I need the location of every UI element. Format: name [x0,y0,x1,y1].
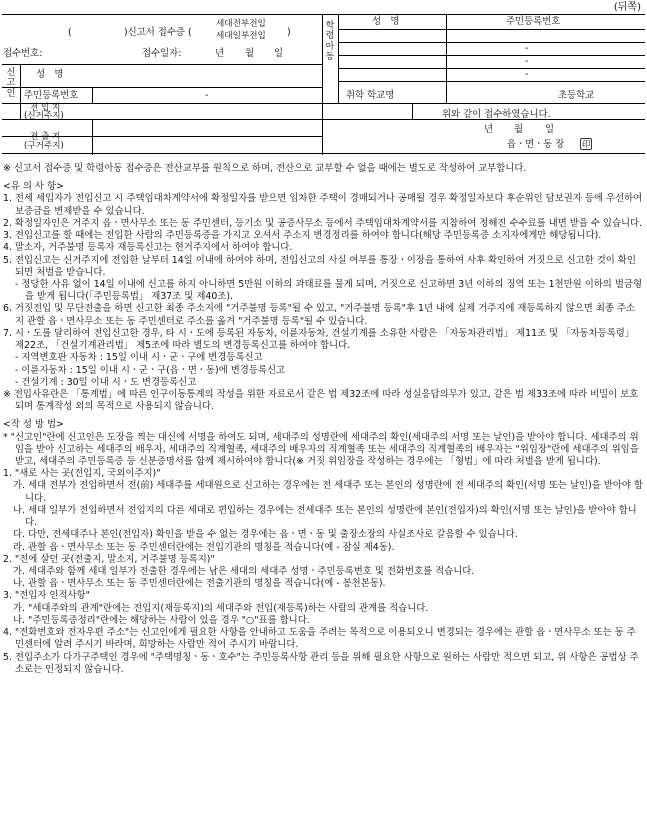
receipt-date-label: 접수일자: [142,48,182,59]
confirm-day: 일 [545,124,555,135]
movers-rrn-label: 주민등록번호 [506,16,561,27]
movers-name-label: 성 명 [372,16,400,27]
confirm-year: 년 [484,124,494,135]
receipt-close-paren: ) [287,27,291,38]
caution-item-5: 5. 전입신고는 신거주지에 전입한 날부터 14일 이내에 하여야 하며, 전입신고의 사실 여부를 통장ㆍ이장을 통하여 사후 확인하여 거짓으로 신고한 것이 확인되면 처벌을 받습니다. [3,254,636,278]
guide-section-5: 5. 전입주소가 다가구주택인 경우에 "주택명칭ㆍ동ㆍ호수"는 주민등록사항 관리 등을 위해 필요한 사항으로 원하는 사람만 적으면 되고, 위 사항은 공법상 주소로는 인정되지 않습니다. [3,651,639,675]
guide-section-1-d: 라. 관할 읍ㆍ면사무소 또는 동 주민센터란에는 전입기관의 명칭을 적습니다(예 - 잠실 제4동). [13,541,395,553]
caution-heading: <유 의 사 항> [3,181,64,193]
caution-item-7: 7. 시ㆍ도를 달리하여 전입신고한 경우, 타 시ㆍ도에 등록된 자동차, 이륜자동차, 건설기계를 소유한 사람은 「자동차관리법」 제11조 및 「자동차등록령」 제22조, 「건설기계관리법」 제5조에 따라 별도의 변경등록신고를 하여야 합니다. [3,327,635,352]
receipt-date-month: 월 [245,48,255,59]
caution-item-7-sub-3: - 건설기계 : 30일 이내 시ㆍ도 변경등록신고 [15,376,197,388]
confirm-signer: 읍ㆍ면ㆍ동 장 [507,139,565,150]
receipt-number-label: 접수번호: [3,48,43,59]
guide-section-1: 1. "새로 사는 곳(전입지, 국외이주지)" [3,468,161,480]
receipt-open-paren: ( [68,27,72,38]
guide-intro: * "신고인"란에 신고인은 도장을 찍는 대신에 서명을 하여도 되며, 세대주의 성명란에 세대주의 확인(세대주의 서명 또는 날인)을 받아야 합니다. 세대주의 위임을 받아 신고하는 세대주의 배우자, 세대주의 직계혈족, 세대주의 배우자의 직계혈족 또는 세대주의 직계혈족의 배우자는 "위임장"란에 세대주의 위임을 받고, 세대주의 주민등록증 등 신분증명서를 함께 제시하여야 합니다(※ 거짓 위임장을 작성하는 경우에는 「형법」에 따라 처벌을 받게 됩니다). [3,431,639,468]
receipt-form [2,14,645,154]
guide-section-2-a: 가. 세대주와 함께 세대 일부가 전출한 경우에는 남은 세대의 세대주 성명ㆍ주민등록번호 및 전화번호를 적습니다. [13,566,475,577]
guide-section-3-b: 나. "주민등록증정리"란에는 해당하는 사람이 있을 경우 "○"표를 합니다. [13,614,310,626]
confirm-text: 위와 같이 접수하였습니다. [442,109,551,120]
new-address-label: 전 입 지 [30,103,61,113]
new-address-sub: (신거주지) [24,111,64,121]
reporter-vertical-label: 신 고 인 [6,68,16,99]
guide-section-1-b: 나. 세대 일부가 전입하면서 전입지의 다른 세대로 편입하는 경우에는 전세대주 또는 본인의 성명란에 본인(전입자)의 확인(서명 또는 날인)을 받아야 합니다. [13,504,637,529]
notice-text: ※ 신고서 접수증 및 학령아동 접수증은 전산교부를 원칙으로 하며, 전산으로 교부할 수 없을 때에는 별도로 작성하여 교부합니다. [3,163,527,174]
school-label: 취학 학교명 [346,90,395,101]
caution-item-3: 3. 전입신고를 할 때에는 전입한 사람의 주민등록증을 가지고 오셔서 주소지 변경정리를 하여야 합니다(해당 주민등록증 소지자에게만 해당됩니다). [3,230,602,242]
receipt-type-option-all: 세대전부전입 [216,19,266,29]
receipt-date-year: 년 [215,48,225,59]
school-value: 초등학교 [558,90,595,101]
caution-item-1: 1. 전세 세입자가 전입신고 시 주택임대차계약서에 확정일자를 받으면 임차한 주택이 경매되거나 공매될 경우 확정일자보다 후순위인 담보권자 등에 우선하여 보증금을 변제받을 수 있습니다. [3,193,643,217]
receipt-type-option-part: 세대일부전입 [216,31,266,41]
guide-heading: <작 성 방 법> [3,419,64,431]
caution-item-4: 4. 말소자, 거주불명 등록자 재등록신고는 현거주지에서 하여야 합니다. [3,242,293,254]
guide-section-1-c: 다. 다만, 전세대주나 본인(전입자) 확인을 받을 수 없는 경우에는 읍ㆍ면ㆍ동 및 출장소장의 사실조사로 갈음할 수 있습니다. [13,529,518,541]
caution-item-6: 6. 거짓전입 및 무단전출을 하면 신고한 최종 주소지에 "거주불명 등록"될 수 있고, "거주불명 등록"후 1년 내에 실제 거주지에 재등록하지 않으면 최종 주소지 관할 읍ㆍ면사무소 또는 동 주민센터로 주소를 옮겨 "거주불명 등록"될 수 있습니다. [3,303,636,327]
receipt-type-suffix: )신고서 접수증 ( [124,27,192,38]
reporter-rrn-value: - [205,90,209,101]
reporter-name-label: 성 명 [36,69,64,80]
movers-rrn-value-3: - [525,69,529,80]
caution-item-7-sub-1: - 지역변호판 자동차 : 15일 이내 시ㆍ군ㆍ구에 변경등록신고 [15,352,263,364]
caution-item-5-sub: - 정당한 사유 없이 14일 이내에 신고를 하지 아니하면 5만원 이하의 과태료를 물게 되며, 거짓으로 신고하면 3년 이하의 징역 또는 1천만원 이하의 벌금형을 받게 됩니다(「주민등록법」 제37조 및 제40조). [15,278,643,303]
guide-section-3-a: 가. "세대주와의 관계"란에는 전입지(재등록지)의 세대주와 전입(재등록)하는 사람의 관계를 적습니다. [13,602,429,614]
page-marker: (뒤쪽) [613,2,641,13]
receipt-date-day: 일 [274,48,284,59]
official-seal: 印 [582,139,591,149]
caution-item-7-sub-2: - 이륜자동차 : 15일 이내 시ㆍ군ㆍ구(읍ㆍ면ㆍ동)에 변경등록신고 [15,364,286,376]
notes-section [3,163,644,676]
guide-section-4: 4. "전화번호와 전자우편 주소"는 신고인에게 필요한 사항을 안내하고 도움을 주려는 목적으로 이용되오니 변경되는 경우에는 관할 읍ㆍ면사무소 또는 동 주민센터에 알려 주시기 바라며, 희망하는 사람만 적어 주시기 바랍니다. [3,627,636,651]
guide-section-2: 2. "전에 살던 곳(전출지, 말소지, 거주불명 등록지)" [3,553,215,565]
movers-rrn-value-1: - [525,43,529,54]
confirm-month: 월 [514,124,524,135]
guide-section-2-b: 나. 관할 읍ㆍ면사무소 또는 동 주민센터란에는 전출기관의 명칭을 적습니다(예 - 봉천본동). [13,578,386,590]
old-address-label: 전 출 지 [30,132,61,142]
movers-vertical-label: 학 령 아 동 [325,21,335,63]
guide-section-1-a: 가. 세대 전부가 전입하면서 전(前) 세대주를 세대원으로 신고하는 경우에는 전 세대주 또는 본인의 성명란에 전 세대주의 확인(서명 또는 날인)을 받아야 합니다. [13,480,643,504]
caution-item-2: 2. 확정일자인은 거주지 읍ㆍ면사무소 또는 동 주민센터, 등기소 및 공증사무소 등에서 주택임대차계약서를 지참하여 정해진 수수료를 내면 받을 수 있습니다. [3,217,643,229]
old-address-sub: (구거주지) [24,141,64,151]
caution-note: ※ 전입사유란은 「통계법」에 따른 인구이동통계의 작성을 위한 자료로서 같은 법 제32조에 따라 성실응답의무가 있고, 같은 법 제33조에 따라 비밀이 보호되며 통계작성 외의 목적으로 사용되지 않습니다. [3,388,639,413]
reporter-rrn-label: 주민등록번호 [24,90,79,101]
movers-rrn-value-2: - [525,56,529,67]
guide-section-3: 3. "전입자 인적사항" [3,590,90,602]
